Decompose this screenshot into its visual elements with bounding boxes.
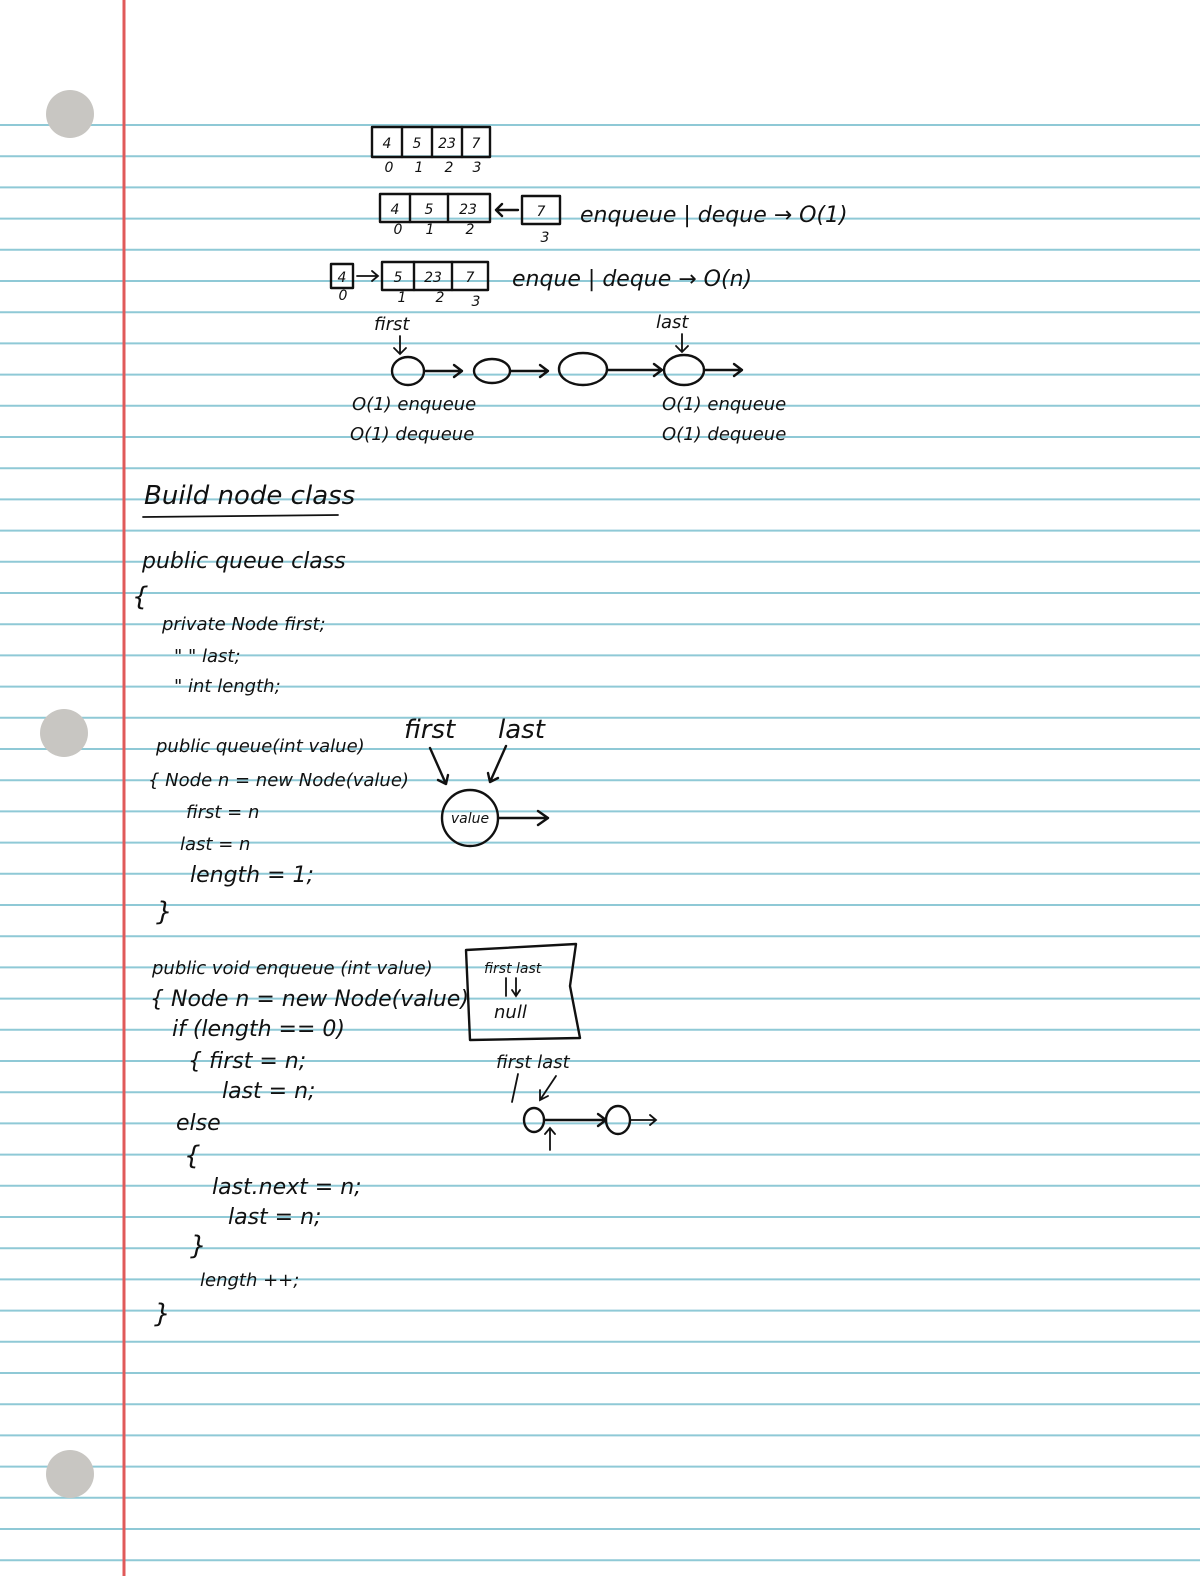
array-row-3-index: 1 [397, 290, 407, 306]
arrow-right-icon [357, 271, 378, 281]
code-line: public queue(int value) [156, 736, 365, 757]
code-line: { first = n; [188, 1049, 307, 1074]
array-row-2 [380, 194, 848, 246]
array-row-2-index: 0 [393, 222, 403, 238]
array-row-1-cell: 7 [471, 136, 481, 152]
array-row-3-index: 2 [435, 290, 445, 306]
list-node [392, 357, 424, 385]
array-row-3-index: 3 [471, 294, 481, 310]
code-class-declaration [132, 549, 346, 697]
code-constructor [148, 736, 409, 927]
code-line: first = n [186, 802, 260, 823]
array-row-1-cell: 4 [382, 136, 392, 152]
note-box-bottom: null [494, 1002, 527, 1023]
section-title: Build node class [144, 481, 356, 511]
arrow-down-icon [540, 1076, 556, 1100]
arrow-down-icon [430, 748, 448, 784]
array-row-3-cell: 7 [465, 270, 475, 286]
array-row-1-cell: 23 [438, 136, 456, 152]
last-pointer-label: last [656, 312, 689, 333]
boxed-note [466, 944, 580, 1040]
code-line: public queue class [142, 549, 346, 574]
arrow-down-icon [394, 336, 406, 354]
punch-hole-bottom [46, 1450, 94, 1498]
code-enqueue [150, 958, 469, 1329]
right-complexity-note: O(1) enqueue [662, 394, 787, 415]
array-row-2-extra-cell: 7 [536, 204, 546, 220]
code-line: public void enqueue (int value) [152, 958, 433, 979]
array-row-3-cell: 5 [393, 270, 403, 286]
array-row-1-index: 3 [472, 160, 482, 176]
code-line: private Node first; [162, 614, 326, 635]
array-row-2-cell: 23 [459, 202, 477, 218]
code-line: { [132, 582, 149, 612]
code-line: " int length; [174, 676, 281, 697]
array-row-2-complexity: enqueue | deque → O(1) [580, 203, 848, 228]
arrow-down-icon [506, 978, 520, 996]
right-complexity-note: O(1) dequeue [662, 424, 787, 445]
pointer-labels: first last [496, 1052, 570, 1073]
list-node [664, 355, 704, 385]
array-row-1-index: 2 [444, 160, 454, 176]
array-row-2-cell: 4 [390, 202, 400, 218]
array-row-1 [372, 127, 490, 176]
array-row-2-cell: 5 [424, 202, 434, 218]
list-node [559, 353, 607, 385]
array-row-3-cell: 23 [424, 270, 442, 286]
code-line: last = n [180, 834, 251, 855]
left-complexity-note: O(1) enqueue [352, 394, 477, 415]
code-line: if (length == 0) [172, 1017, 345, 1042]
code-line: { [184, 1141, 201, 1171]
array-row-3-first-cell: 4 [337, 270, 347, 286]
code-line: last = n; [222, 1079, 316, 1104]
enqueue-diagram [496, 1052, 656, 1150]
array-row-2-index: 1 [425, 222, 435, 238]
code-line: last.next = n; [212, 1175, 362, 1200]
code-line: length ++; [200, 1270, 300, 1291]
code-line: } [154, 1299, 171, 1329]
array-row-3-first-index: 0 [338, 288, 348, 304]
last-pointer-label: last [498, 715, 545, 745]
left-complexity-note: O(1) dequeue [350, 424, 475, 445]
arrow-right-icon [498, 811, 548, 825]
title-underline [143, 515, 338, 517]
list-node [524, 1108, 544, 1132]
first-pointer-label: first [404, 715, 456, 745]
array-row-3 [331, 262, 752, 310]
code-line: } [190, 1231, 207, 1261]
code-line: { Node n = new Node(value) [148, 770, 409, 791]
node-value-label: value [450, 811, 490, 827]
code-line: { Node n = new Node(value) [150, 987, 469, 1012]
note-box-top: first last [484, 961, 542, 977]
punch-hole-middle [40, 709, 88, 757]
array-row-2-index: 2 [465, 222, 475, 238]
code-line: " " last; [174, 646, 241, 667]
code-line: } [156, 897, 173, 927]
array-row-1-index: 1 [414, 160, 424, 176]
first-pointer-label: first [374, 314, 410, 335]
punch-hole-top [46, 90, 94, 138]
arrow-up-icon [545, 1128, 555, 1150]
list-node [474, 359, 510, 383]
arrow-down-icon [512, 1074, 518, 1102]
list-node [606, 1106, 630, 1134]
array-row-2-extra-index: 3 [540, 230, 550, 246]
arrow-left-icon [496, 204, 518, 216]
arrow-down-icon [488, 746, 506, 782]
note-box [466, 944, 580, 1040]
array-row-3-complexity: enque | deque → O(n) [512, 267, 753, 292]
array-row-1-index: 0 [384, 160, 394, 176]
linked-list-diagram [350, 312, 786, 445]
code-line: else [176, 1111, 221, 1136]
code-line: length = 1; [190, 863, 314, 888]
code-line: last = n; [228, 1205, 322, 1230]
array-row-1-cell: 5 [412, 136, 422, 152]
